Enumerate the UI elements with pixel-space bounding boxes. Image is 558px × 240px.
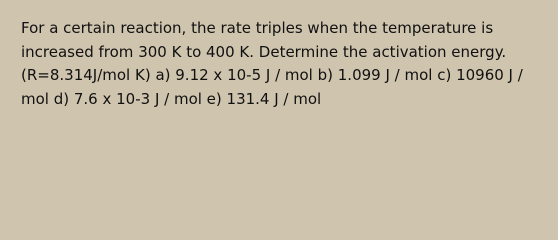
question-text: For a certain reaction, the rate triples when the temperature is increased from 300 K to 400 K. Determine the activation energy. (R=8.314J/mol K) a) 9.12 x 10-5 J / mol b) 1.099 J / mol c) 10960 J / mol d) 7.6 x 10-3 J / mol e) 131.4 J / mol (21, 19, 523, 108)
